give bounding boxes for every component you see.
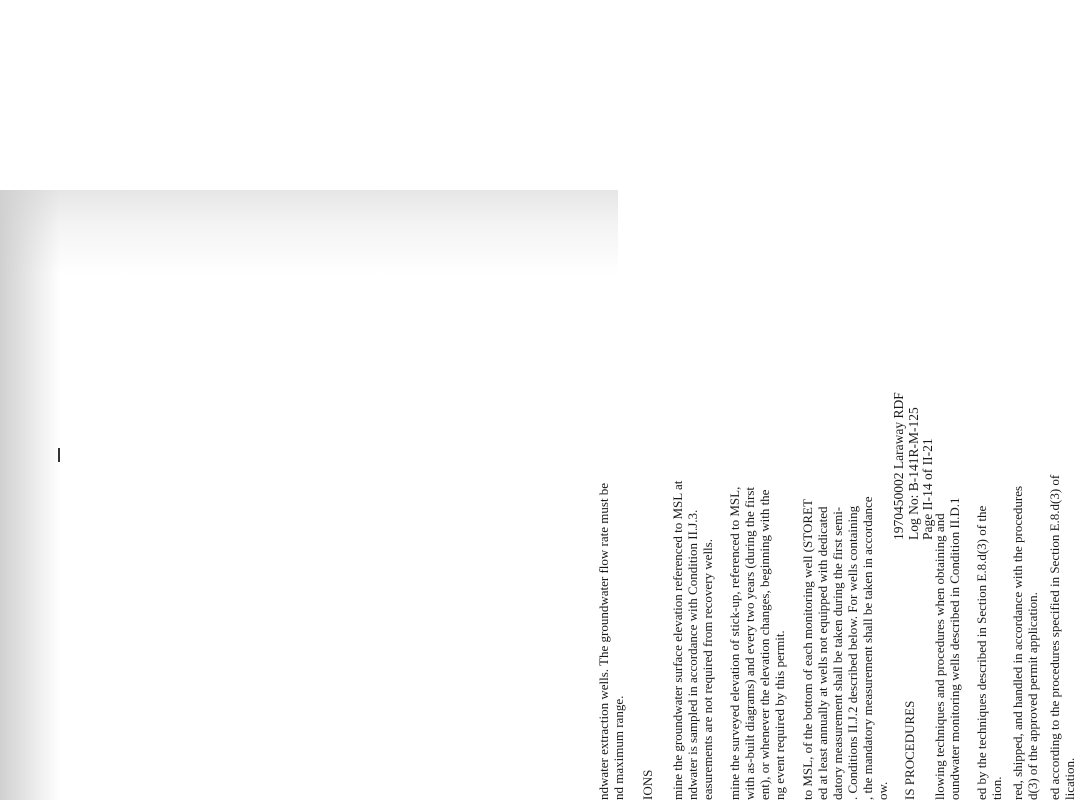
body-line: datory measurement shall be taken during the first semi- [830,506,845,800]
body-line: with as-built diagrams) and every two years (during the first [742,487,757,800]
body-line: ndwater is sampled in accordance with Condition II.J.3. [685,509,700,800]
body-line: red, shipped, and handled in accordance with the procedures [1010,485,1025,800]
body-line: ng event required by this permit. [772,630,787,800]
body-line: nd maximum range. [611,695,626,800]
body-line: to MSL, of the bottom of each monitoring well (STORET [800,499,815,800]
body-line: mine the groundwater surface elevation referenced to MSL at [670,480,685,800]
header-permit-line: 1970450002 Laraway RDF [891,392,906,540]
body-line: llowing techniques and procedures when obtaining and [932,513,947,800]
body-line: tion. [989,776,1004,800]
body-line: easurements are not required from recovery wells. [700,539,715,800]
body-line: ed according to the procedures specified in Section E.8.d(3) of [1047,474,1062,800]
scan-mark [58,448,60,462]
section-heading: IS PROCEDURES [902,700,917,800]
body-line: ent), or whenever the elevation changes, beginning with the [757,489,772,800]
scan-edge-shadow [0,190,60,800]
header-page-line: Page II-14 of II-21 [920,438,935,540]
body-line: ed by the techniques described in Section E.8.d(3) of the [974,505,989,800]
header-log-line: Log No: B-141R-M-125 [905,407,921,540]
body-line: lication. [1062,757,1077,800]
body-line: ndwater extraction wells. The groundwater flow rate must be [596,482,611,800]
body-line: d(3) of the approved permit application. [1025,592,1040,800]
body-line: mine the surveyed elevation of stick-up, referenced to MSL, [727,486,742,800]
scan-shadow [0,190,618,800]
document-header [892,392,936,540]
body-line: oundwater monitoring wells described in Condition II.D.1 [947,497,962,800]
body-line: , the mandatory measurement shall be taken in accordance [860,496,875,800]
rotated-document-text [596,260,1077,800]
body-line: ow. [875,781,890,800]
section-heading: IONS [640,769,655,800]
body-line: ed at least annually at wells not equipped with dedicated [815,506,830,800]
body-line: . Conditions II.J.2 described below. For wells containing [845,505,860,800]
